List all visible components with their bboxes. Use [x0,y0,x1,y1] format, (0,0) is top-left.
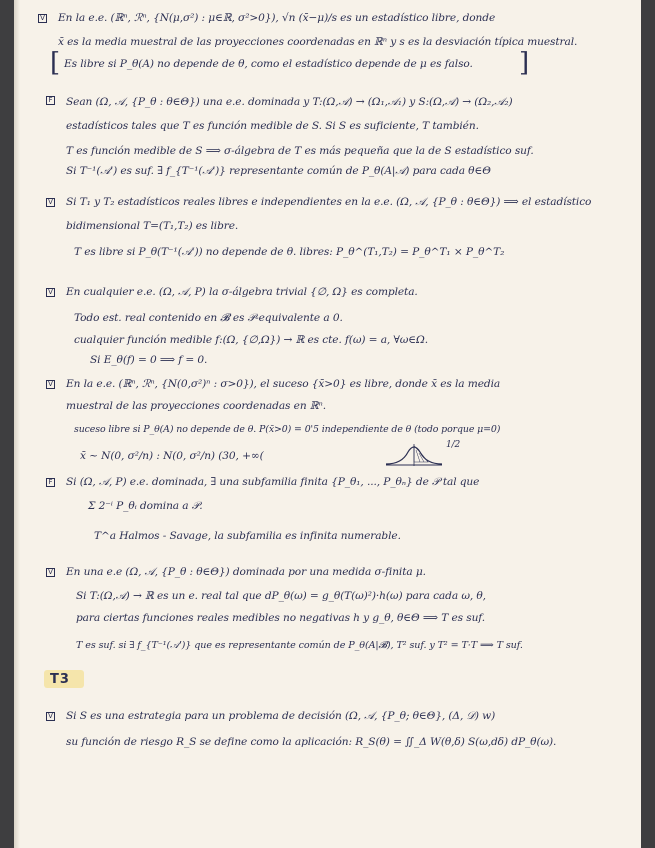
note-line: Si (Ω, 𝒜, P) e.e. dominada, ∃ una subfamilia finita {P_θ₁, ..., P_θₙ} de 𝒫 tal que [66,476,480,488]
normal-curve-sketch-icon [384,440,444,468]
note-line: Si T⁻¹(𝒜') es suf. ∃ f_{T⁻¹(𝒜')} representante común de P_θ(A|𝒜) para cada θ∈Θ [66,165,491,177]
note-line: En la e.e. (ℝⁿ, ℛⁿ, {N(0,σ²)ⁿ : σ>0}), el suceso {x̄>0} es libre, donde x̄ es la media [66,378,501,390]
note-line: T es suf. si ∃ f_{T⁻¹(𝒜')} que es representante común de P_θ(A|𝓑), T² suf. y T² = T·T ⟹ T suf. [76,640,523,651]
section-title: T3 [50,672,70,687]
note-line: estadísticos tales que T es función medible de S. Si S es suficiente, T también. [66,120,479,132]
checkbox-mark: V [46,288,55,297]
note-line: Es libre si P_θ(A) no depende de θ, como el estadístico depende de μ es falso. [64,58,473,70]
note-line: En la e.e. (ℝⁿ, ℛⁿ, {N(μ,σ²) : μ∈ℝ, σ²>0}), √n (x̄−μ)/s es un estadístico libre, donde [58,12,496,24]
note-line: Si E_θ(f) = 0 ⟹ f = 0. [90,354,208,366]
note-line: bidimensional T=(T₁,T₂) es libre. [66,220,239,232]
checkbox-mark: V [46,380,55,389]
note-line: muestral de las proyecciones coordenadas en ℝⁿ. [66,400,326,412]
note-line: T es función medible de S ⟹ σ-álgebra de T es más pequeña que la de S estadístico suf. [66,145,534,157]
note-line: En una e.e (Ω, 𝒜, {P_θ : θ∈Θ}) dominada por una medida σ-finita μ. [66,566,426,578]
page-edge-shadow [14,0,20,848]
note-line: Sean (Ω, 𝒜, {P_θ : θ∈Θ}) una e.e. dominada y T:(Ω,𝒜) → (Ω₁,𝒜₁) y S:(Ω,𝒜) → (Ω₂,𝒜₂) [66,96,513,108]
note-line: Si T:(Ω,𝒜) → ℝ es un e. real tal que dP_θ(ω) = g_θ(T(ω)²)·h(ω) para cada ω, θ, [76,590,486,602]
close-bracket-icon: ] [519,48,530,78]
note-line: cualquier función medible f:(Ω, {∅,Ω}) → ℝ es cte. f(ω) = a, ∀ω∈Ω. [74,334,428,346]
checkbox-mark: F [46,478,55,487]
checkbox-mark: V [46,568,55,577]
note-line: T es libre si P_θ(T⁻¹(𝒜')) no depende de θ. libres: P_θ^(T₁,T₂) = P_θ^T₁ × P_θ^T₂ [74,246,505,258]
note-line: Si T₁ y T₂ estadísticos reales libres e independientes en la e.e. (Ω, 𝒜, {P_θ : θ∈Θ}) ⟹ el estadístico [66,196,592,208]
checkbox-mark: F [46,96,55,105]
notes-page [14,0,641,848]
checkbox-mark: V [46,198,55,207]
note-line: x̄ ~ N(0, σ²/n) : N(0, σ²/n) (30, +∞( [80,450,264,462]
note-line: 1/2 [446,440,461,450]
note-line: En cualquier e.e. (Ω, 𝒜, P) la σ-álgebra trivial {∅, Ω} es completa. [66,286,418,298]
note-line: Todo est. real contenido en 𝓑 es 𝒫-equivalente a 0. [74,312,343,324]
open-bracket-icon: [ [50,48,61,78]
note-line: para ciertas funciones reales medibles no negativas h y g_θ, θ∈Θ ⟹ T es suf. [76,612,486,624]
note-line: x̄ es la media muestral de las proyecciones coordenadas en ℝⁿ y s es la desviación típica muestral. [58,36,578,48]
note-line: Σ 2⁻ⁱ P_θᵢ domina a 𝒫. [88,500,203,512]
note-line: su función de riesgo R_S se define como la aplicación: R_S(θ) = ∬_Δ W(θ,δ) S(ω,dδ) dP_θ(ω). [66,736,557,748]
note-line: T^a Halmos - Savage, la subfamilia es infinita numerable. [94,530,401,542]
checkbox-mark: V [46,712,55,721]
checkbox-mark: V [38,14,47,23]
note-line: suceso libre si P_θ(A) no depende de θ. P(x̄>0) = 0'5 independiente de θ (todo porque μ=0) [74,424,501,435]
note-line: Si S es una estrategia para un problema de decisión (Ω, 𝒜, {P_θ; θ∈Θ}, (Δ, 𝒟) w) [66,710,496,722]
